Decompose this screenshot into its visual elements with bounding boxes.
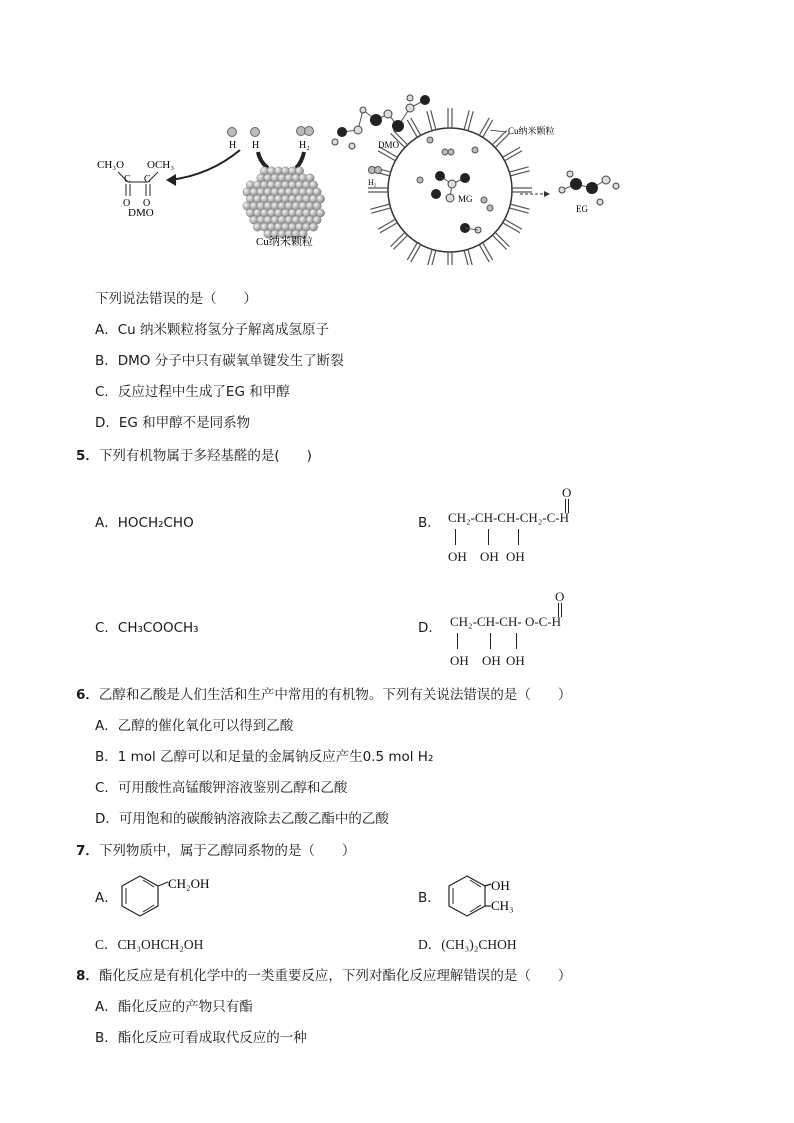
eg-label: EG xyxy=(576,204,588,214)
q7-question xyxy=(76,842,355,860)
q7-option-c: C．CH₃OHCH₂OH xyxy=(95,937,204,952)
q4-option-c: C．反应过程中生成了EG 和甲醇 xyxy=(95,384,290,400)
cresol-structure xyxy=(445,872,535,922)
q5-b-main: CH₂-CH-CH-CH₂-C-H xyxy=(448,510,570,525)
q7-number: 7． xyxy=(76,843,99,859)
q4-option-a: A．Cu 纳米颗粒将氢分子解离成氢原子 xyxy=(95,322,330,338)
q8-question xyxy=(76,967,571,985)
reaction-figure xyxy=(80,90,640,265)
q8-option-b: B．酯化反应可看成取代反应的一种 xyxy=(95,1030,307,1046)
cu-label-2: Cu纳米颗粒 xyxy=(508,126,555,136)
dmo-och3: OCH₃ xyxy=(147,159,175,171)
q4-option-d: D．EG 和甲醇不是同系物 xyxy=(95,415,251,431)
q6-option-c: C．可用酸性高锰酸钾溶液鉴别乙醇和乙酸 xyxy=(95,780,348,796)
q7-option-b-label: B． xyxy=(418,890,441,906)
svg-text:O: O xyxy=(143,198,151,209)
q5-option-d-structure xyxy=(450,589,600,674)
q5-option-c: C．CH₃COOCH₃ xyxy=(95,620,199,636)
q5-b-oh-1: OH xyxy=(448,549,467,564)
svg-text:O: O xyxy=(123,198,131,209)
q6-stem: 乙醇和乙酸是人们生活和生产中常用的有机物。下列有关说法错误的是（ ） xyxy=(98,687,572,703)
mg-label: MG xyxy=(458,194,473,204)
q8-option-a: A．酯化反应的产物只有酯 xyxy=(95,999,253,1015)
q8-stem: 酯化反应是有机化学中的一类重要反应，下列对酯化反应理解错误的是（ ） xyxy=(98,968,572,984)
q5-d-oh-1: OH xyxy=(450,653,469,668)
q6-option-d: D．可用饱和的碳酸钠溶液除去乙酸乙酯中的乙酸 xyxy=(95,811,389,827)
q5-option-b-label: B． xyxy=(418,515,441,531)
q4-stem: 下列说法错误的是（ ） xyxy=(95,291,257,307)
h2-label: H₂ xyxy=(299,140,310,151)
q5-option-b-structure xyxy=(448,485,598,570)
q7-option-a-label: A． xyxy=(95,890,118,906)
dmo-label-2: DMO xyxy=(378,140,400,150)
h2-label-2: H₂ xyxy=(368,178,377,187)
q5-question xyxy=(76,447,312,465)
q5-stem: 下列有机物属于多羟基醛的是( ) xyxy=(98,448,312,464)
h-atom-label: H xyxy=(229,140,237,151)
cu-nanoparticle-icon xyxy=(243,167,325,238)
q4-option-b: B．DMO 分子中只有碳氧单键发生了断裂 xyxy=(95,353,344,369)
q5-d-oh-3: OH xyxy=(506,653,525,668)
svg-text:C: C xyxy=(144,174,151,185)
benzyl-alcohol-structure xyxy=(118,872,228,922)
q8-number: 8． xyxy=(76,968,99,984)
q5-d-main: CH₂-CH-CH- O-C-H xyxy=(450,614,562,629)
svg-text:C: C xyxy=(124,174,131,185)
q5-d-oh-2: OH xyxy=(482,653,501,668)
q6-option-a: A．乙醇的催化氧化可以得到乙酸 xyxy=(95,718,294,734)
q5-b-o: O xyxy=(562,485,572,500)
q7-b-substituent-1: OH xyxy=(491,878,510,893)
q6-option-b: B．1 mol 乙醇可以和足量的金属钠反应产生0.5 mol H₂ xyxy=(95,749,434,765)
q5-b-oh-3: OH xyxy=(506,549,525,564)
dmo-ch3o: CH₃O xyxy=(97,159,125,171)
q6-question xyxy=(76,686,571,704)
q5-b-oh-2: OH xyxy=(480,549,499,564)
q6-number: 6． xyxy=(76,687,99,703)
cu-label: Cu纳米颗粒 xyxy=(256,236,313,248)
q5-option-a: A．HOCH₂CHO xyxy=(95,515,194,531)
q7-b-substituent-2: CH₃ xyxy=(491,898,514,913)
q7-stem: 下列物质中，属于乙醇同系物的是（ ） xyxy=(98,843,356,859)
dmo-label: DMO xyxy=(128,207,154,219)
q7-a-substituent: CH₂OH xyxy=(168,876,210,891)
q5-number: 5． xyxy=(76,448,99,464)
q7-option-d: D．(CH₃)₂CHOH xyxy=(418,937,517,952)
eg-molecule-icon xyxy=(559,171,619,205)
q5-option-d-label: D． xyxy=(418,620,442,636)
svg-text:H: H xyxy=(252,140,260,151)
q5-d-o: O xyxy=(555,589,565,604)
